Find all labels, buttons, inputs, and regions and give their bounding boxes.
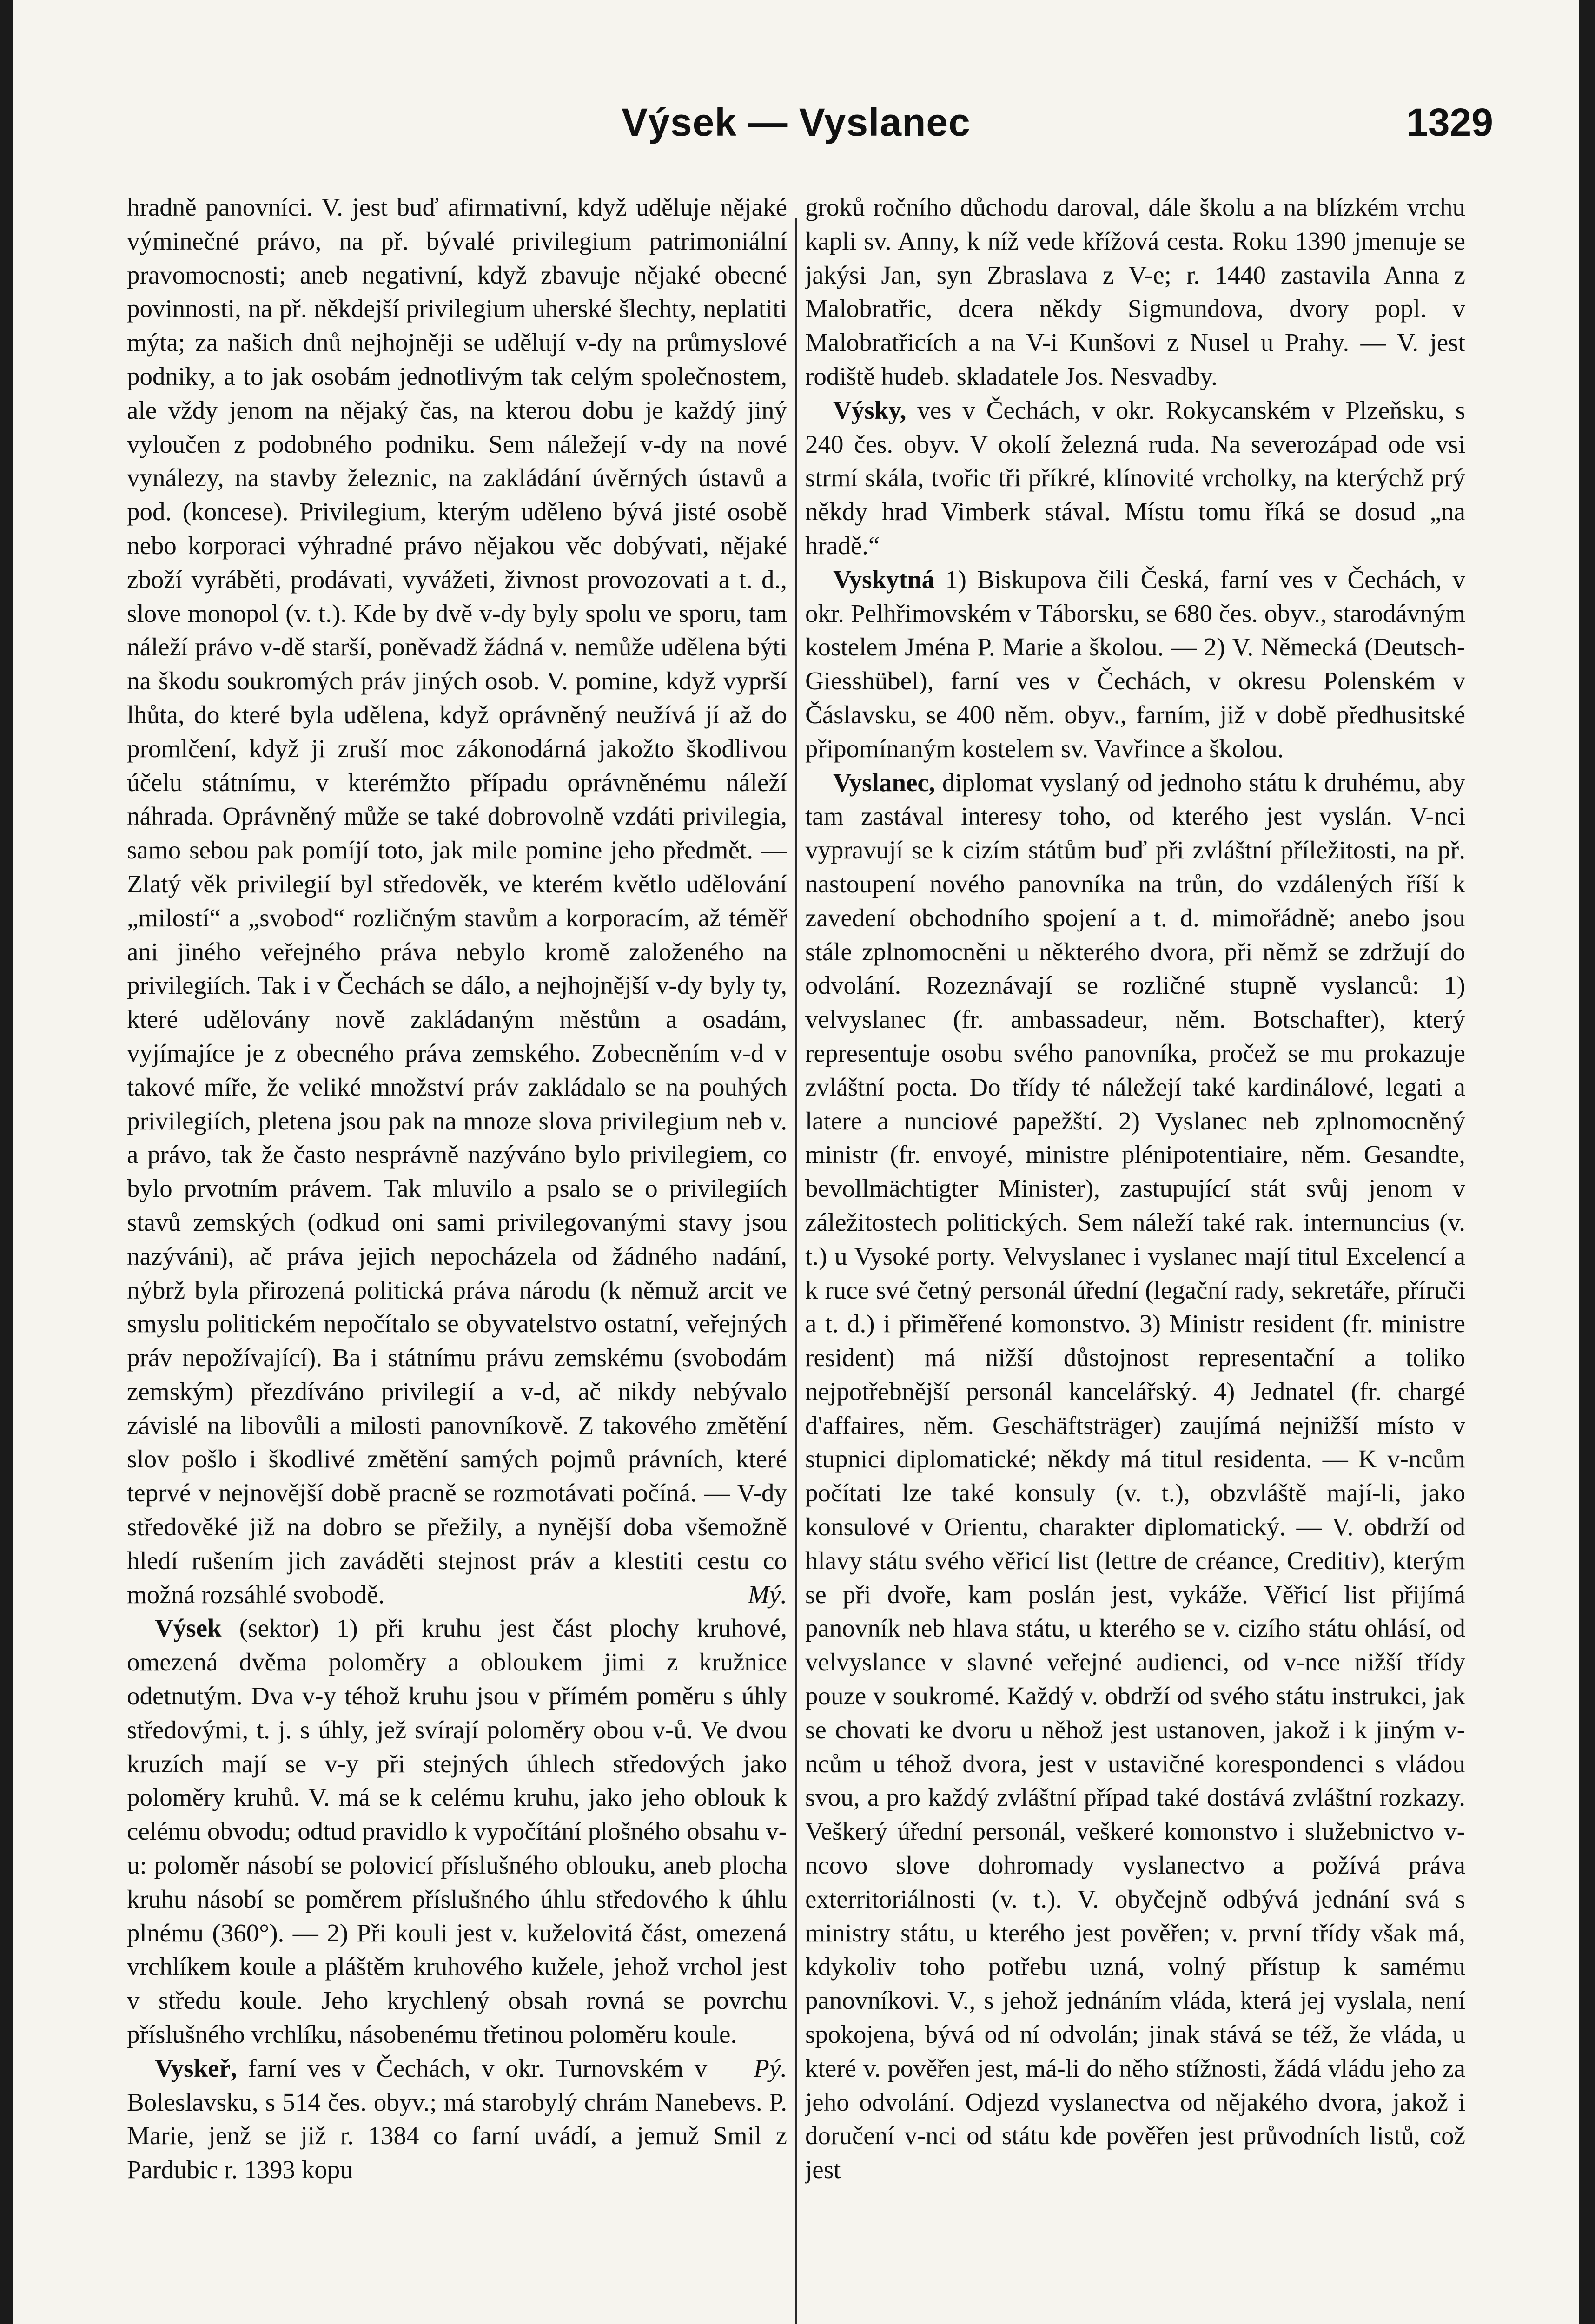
author-signature: Pý. [754,2053,787,2082]
entry-vysky [805,394,1465,563]
running-head: Výsek — Vyslanec [622,100,971,144]
entry-privilegium-continuation [127,191,787,1611]
right-column [805,191,1465,2323]
headword: Výsky, [833,396,907,424]
page-header [13,100,1579,165]
entry-text: (sektor) 1) při kruhu jest část plochy kruhové, omezená dvěma poloměry a obloukem jimi z kružnice odetnutým. Dva v-y téhož kruhu jsou v přímém poměru s úhly středovými, t. j. s úhly, jež svírají poloměry obou v-ů. Ve dvou kruzích mají se v-y při stejných úhlech středových jako poloměry kruhů. V. má se k celému kruhu, jako jeho oblouk k celému obvodu; odtud pravidlo k vypočítání plošného obsahu v-u: poloměr násobí se polovicí příslušného oblouku, aneb plocha kruhu násobí se poměrem příslušného úhlu středového k úhlu plnému (360°). — 2) Při kouli jest v. kuželovitá část, omezená vrchlíkem koule a pláštěm kruhového kužele, jehož vrchol jest v středu koule. Jeho krychlený obsah rovná se povrchu příslušného vrchlíku, násobenému třetinou poloměru koule. [127,1614,787,2049]
entry-vysker [127,2052,787,2187]
privilegium-text: hradně panovníci. V. jest buď afirmativní, když uděluje nějaké výminečné právo, na př. bývalé privilegium patrimoniální pravomocnosti; aneb negativní, když zbavuje nějaké obecné povinnosti, na př. někdejší privilegium uherské šlechty, neplatiti mýta; za našich dnů nejhojněji se udělují v-dy na průmyslové podniky, a to jak osobám jednotlivým tak celým společnostem, ale vždy jenom na nějaký čas, na kterou dobu je každý jiný vyloučen z podobného podniku. Sem náležejí v-dy na nové vynálezy, na stavby železnic, na zakládání úvěrných ústavů a pod. (koncese). Privilegium, kterým uděleno bývá jisté osobě nebo korporaci výhradné právo nějakou věc dobývati, nějaké zboží vyráběti, prodávati, vyvážeti, živnost provozovati a t. d., slove monopol (v. t.). Kde by dvě v-dy byly spolu ve sporu, tam náleží právo v-dě starší, poněvadž žádná v. nemůže udělena býti na škodu soukromých práv jiných osob. V. pomine, když vyprší lhůta, do které byla udělena, když oprávněný neužívá jí až do promlčení, když ji zruší moc zákonodárná jakožto škodlivou účelu státnímu, v kterémžto případu oprávněnému náleží náhrada. Oprávněný může se také dobrovolně vzdáti privilegia, samo sebou pak pomíjí toto, jak mile pomine jeho předmět. — Zlatý věk privilegií byl středověk, ve kterém květlo udělování „milostí“ a „svobod“ rozličným stavům a korporacím, až téměř ani jiného veřejného práva nebylo kromě založeného na privilegiích. Tak i v Čechách se dálo, a nejhojnější v-dy byly ty, které udělovány nově zakládaným městům a osadám, vyjímajíce je z obecného práva zemského. Zobecněním v-d v takové míře, že veliké množství práv zakládalo se na pouhých privilegiích, pletena jsou pak na mnoze slova privilegium neb v. a právo, tak že často nesprávně nazýváno bylo privilegiem, co bylo prvotním právem. Tak mluvilo a psalo se o privilegiích stavů zemských (odkud oni sami privilegovanými stavy jsou nazýváni), ač práva jejich nepocházela od žádného nadání, nýbrž byla přirozená politická práva národu (k němuž arcit ve smyslu politickém nepočítalo se obyvatelstvo ostatní, veřejných práv nepožívající). Ba i státnímu právu zemskému (svobodám zemským) přezdíváno privilegií a v-d, ač nikdy nebývalo závislé na libovůli a milosti panovníkově. Z takového změtění slov pošlo i škodlivé změtění samých pojmů právních, které teprvé v nejnovější době pracně se rozmotávati počíná. — V-dy středověké již na dobro se přežily, a nynější doba všemožně hledí rušením jich zaváděti stejnost práv a klestiti cestu co možná rozsáhlé svobodě. [127,193,787,1609]
headword: Výsek [155,1614,222,1643]
entry-text: ves v Čechách, v okr. Rokycanském v Plzeňsku, s 240 čes. obyv. V okolí železná ruda. Na severozápad ode vsi strmí skála, tvořic tři příkré, klínovité vrcholky, na kterýchž prý někdy hrad Vimberk stával. Místu tomu říká se dosud „na hradě.“ [805,396,1465,560]
headword: Vyslanec, [833,768,935,797]
headword: Vyskeř, [155,2053,237,2082]
entry-text: 1) Biskupova čili Česká, farní ves v Čechách, v okr. Pelhřimovském v Táborsku, se 680 čes. obyv., starodávným kostelem Jména P. Marie a školou. — 2) V. Německá (Deutsch-Giesshübel), farní ves v Čechách, v okresu Polenském v Čáslavsku, se 400 něm. obyv., farním, již v době předhusitské připomínaným kostelem sv. Vavřince a školou. [805,565,1465,763]
entry-vyslanec [805,766,1465,2187]
entry-text: groků ročního důchodu daroval, dále školu a na blízkém vrchu kapli sv. Anny, k níž vede křížová cesta. Roku 1390 jmenuje se jakýsi Jan, syn Zbraslava z V-e; r. 1440 zastavila Anna z Malobratřic, dcera někdy Sigmundova, dvory popl. v Malobratřicích a na V-i Kunšovi z Nusel u Prahy. — V. jest rodiště hudeb. skladatele Jos. Nesvadby. [805,193,1465,390]
column-divider [795,218,797,2324]
entry-vysker-continuation [805,191,1465,394]
author-signature: Mý. [748,1580,787,1609]
entry-text: farní ves v Čechách, v okr. Turnovském v Boleslavsku, s 514 čes. obyv.; má starobylý chrám Nanebevs. P. Marie, jenž se již r. 1384 co farní uvádí, a jemuž Smil z Pardubic r. 1393 kopu [127,2053,787,2184]
entry-text: diplomat vyslaný od jednoho státu k druhému, aby tam zastával interesy toho, od kterého jest vyslán. V-nci vypravují se k cizím státům buď při zvláštní příležitosti, na př. nastoupení nového panovníka na trůn, do vzdálených říší k zavedení obchodního spojení a t. d. mimořádně; anebo jsou stále zplnomocněni u některého dvora, při němž se zdržují do odvolání. Rozeznávají se rozličné stupně vyslanců: 1) velvyslanec (fr. ambassadeur, něm. Botschafter), který representuje osobu svého panovníka, pročež se mu prokazuje zvláštní pocta. Do třídy té náležejí také kardinálové, legati a latere a nunciové papežští. 2) Vyslanec neb zplnomocněný ministr (fr. envoyé, ministre plénipotentiaire, něm. Gesandte, bevollmächtigter Minister), zastupující stát svůj jenom v záležitostech politických. Sem náleží také rak. internuncius (v. t.) u Vysoké porty. Velvyslanec i vyslanec mají titul Excelencí a k ruce své četný personál úřední (legační rady, sekretáře, příruči a t. d.) i přiměřené komonstvo. 3) Ministr resident (fr. ministre resident) má nižší důstojnost representační a toliko nejpotřebnější personál kancelářský. 4) Jednatel (fr. chargé d'affaires, něm. Geschäftsträger) zaujímá nejnižší místo v stupnici diplomatické; někdy má titul residenta. — K v-ncům počítati lze také konsuly (v. t.), obzvláště mají-li, jako konsulové v Orientu, charakter diplomatický. — V. obdrží od hlavy státu svého věřicí list (lettre de créance, Creditiv), kterým se při dvoře, kam poslán jest, vykáže. Věřicí list přijímá panovník neb hlava státu, u kterého se v. cizího státu ohlásí, od velvyslance v slavné veřejné audienci, od v-nce nižší třídy pouze v soukromé. Každý v. obdrží od svého státu instrukci, jak se chovati ke dvoru u něhož jest ustanoven, jakož i k jiným v-ncům u téhož dvora, jest v ustavičné korespondenci s vládou svou, a pro každý zvláštní případ také dostává zvláštní rozkazy. Veškerý úřední personál, veškeré komonstvo i služebnictvo v-ncovo slove dohromady vyslanectvo a požívá práva exterritoriálnosti (v. t.). V. obyčejně odbývá jednání svá s ministry státu, u kterého jest pověřen; v. první třídy však má, kdykoliv toho potřebu uzná, volný přístup k samému panovníkovi. V., s jehož jednáním vláda, která jej vyslala, není spokojena, bývá od ní odvolán; jinak stává se též, že vláda, u které v. pověřen jest, má-li do něho stížnosti, žádá vládu jeho za jeho odvolání. Odjezd vyslanectva od nějakého dvora, jakož i doručení v-nci od státu kde pověřen jest průvodních listů, což jest [805,768,1465,2184]
page-number: 1329 [1406,100,1493,144]
left-column [127,191,787,2323]
entry-vyskytna [805,563,1465,766]
text-columns [127,191,1465,2323]
headword: Vyskytná [833,565,935,594]
